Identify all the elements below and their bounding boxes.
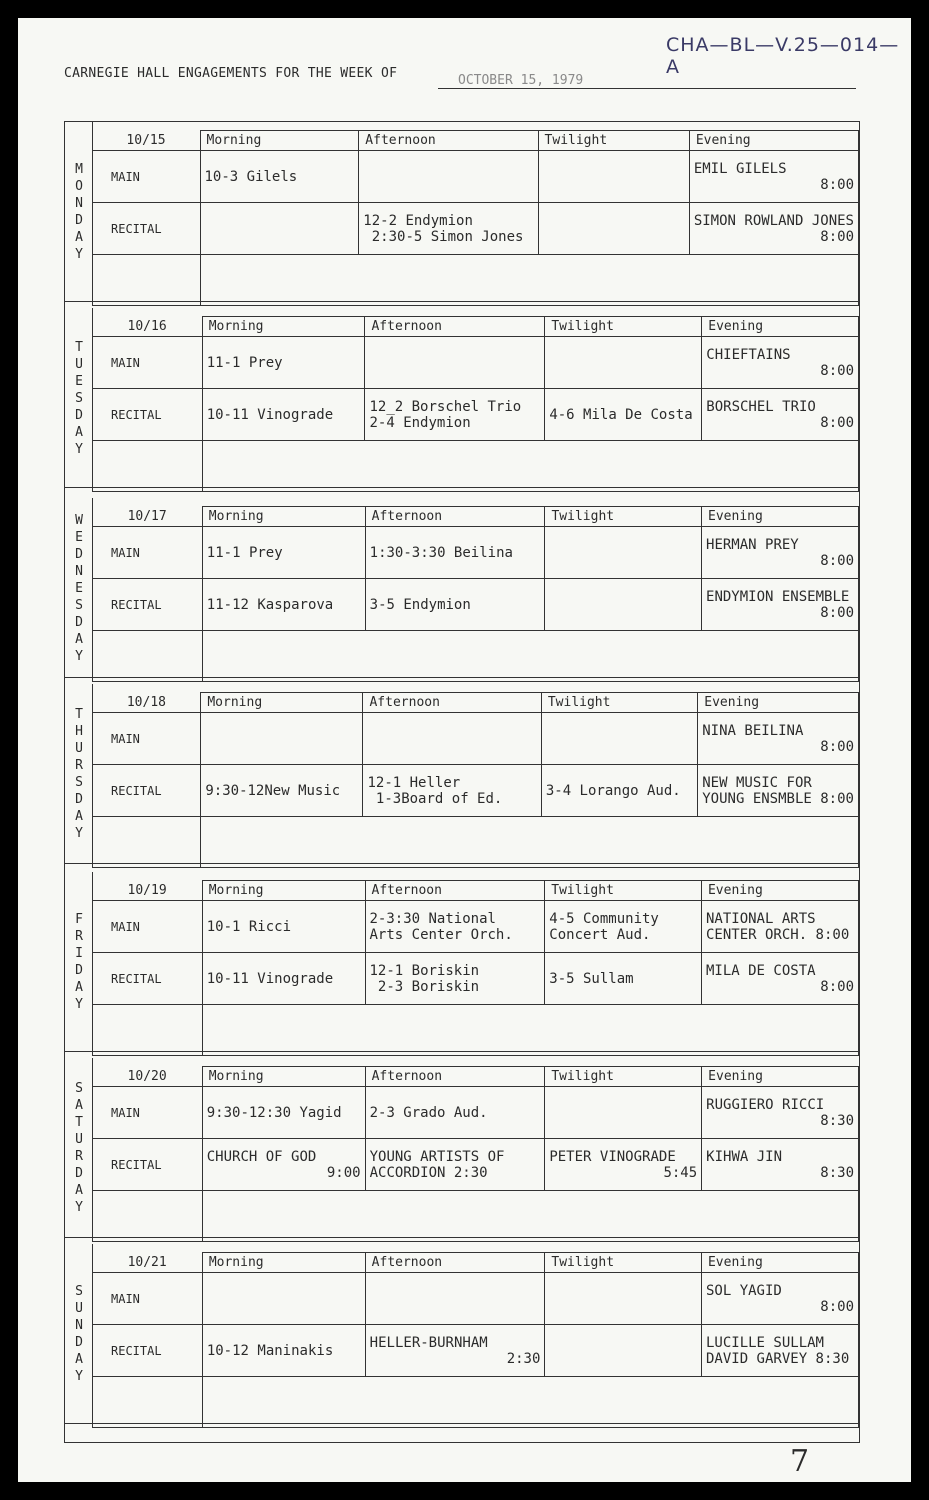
row-label-main: MAIN bbox=[93, 151, 201, 203]
day-letter: A bbox=[75, 230, 83, 245]
blank-notes bbox=[202, 1005, 858, 1056]
entry-time: 2:30 bbox=[506, 1350, 541, 1367]
entry-text: 10-11 Vinograde bbox=[206, 406, 334, 423]
entry-text: CHURCH OF GOD bbox=[206, 1148, 317, 1165]
day-letter: M bbox=[75, 162, 83, 177]
entry-text: 12-1 Heller 1-3Board of Ed. bbox=[367, 774, 503, 807]
blank-label bbox=[93, 1005, 203, 1056]
day-date bbox=[93, 1067, 203, 1087]
entry-text: 11-1 Prey bbox=[206, 544, 283, 561]
recital-afternoon bbox=[365, 1139, 545, 1191]
blank-label bbox=[93, 631, 203, 682]
recital-twilight bbox=[545, 1139, 702, 1191]
entry-text: 11-12 Kasparova bbox=[206, 596, 334, 613]
entry-text: 10/15 bbox=[126, 132, 166, 148]
day-letter: Y bbox=[75, 247, 83, 262]
recital-twilight bbox=[545, 579, 702, 631]
day-date bbox=[93, 507, 203, 527]
entry-text: EMIL GILELS bbox=[693, 160, 787, 177]
entry-text: 9:30-12New Music bbox=[205, 782, 341, 799]
main-twilight bbox=[538, 151, 689, 203]
day-letter: O bbox=[75, 179, 83, 194]
col-morning: Morning bbox=[202, 1253, 365, 1273]
recital-morning bbox=[202, 579, 365, 631]
entry-text: 1:30-3:30 Beilina bbox=[369, 544, 513, 561]
main-afternoon bbox=[365, 1087, 545, 1139]
col-morning: Morning bbox=[202, 1067, 365, 1087]
blank-notes bbox=[200, 255, 859, 306]
entry-time: 8:00 bbox=[820, 362, 854, 379]
blank-label bbox=[93, 441, 203, 492]
day-letter: S bbox=[75, 1081, 83, 1096]
entry-time: 8:00 bbox=[820, 738, 854, 755]
main-morning bbox=[202, 901, 365, 953]
recital-twilight bbox=[541, 765, 697, 817]
entry-text: YOUNG ARTISTS OF ACCORDION 2:30 bbox=[369, 1148, 505, 1181]
blank-notes bbox=[202, 1191, 858, 1242]
col-evening: Evening bbox=[702, 1067, 859, 1087]
day-letter: U bbox=[75, 356, 83, 372]
entry-text: 12_2 Borschel Trio 2-4 Endymion bbox=[369, 398, 522, 431]
day-letters bbox=[67, 1080, 91, 1216]
day-grid bbox=[92, 506, 859, 682]
day-letter: E bbox=[75, 373, 83, 389]
main-afternoon bbox=[363, 713, 541, 765]
recital-afternoon bbox=[365, 1325, 545, 1377]
day-letters bbox=[67, 1283, 91, 1385]
entry-text: SOL YAGID bbox=[705, 1282, 782, 1299]
day-block-thursday bbox=[65, 684, 859, 864]
entry-text: RUGGIERO RICCI bbox=[706, 1096, 825, 1113]
day-letter: Y bbox=[75, 441, 83, 457]
entry-text: HERMAN PREY bbox=[706, 536, 799, 553]
entry-time: 5:45 bbox=[663, 1164, 698, 1181]
day-letter: H bbox=[75, 724, 83, 739]
day-letter: N bbox=[75, 1318, 83, 1333]
day-letter: U bbox=[75, 741, 83, 756]
day-letter: Y bbox=[75, 1200, 83, 1215]
day-letter: S bbox=[75, 775, 83, 790]
col-evening: Evening bbox=[689, 131, 858, 151]
entry-time: 8:00 bbox=[820, 414, 854, 431]
entry-text: 9:30-12:30 Yagid bbox=[206, 1104, 342, 1121]
entry-text: SIMON ROWLAND JONES bbox=[693, 212, 854, 229]
entry-text: HELLER-BURNHAM bbox=[369, 1334, 488, 1351]
day-letter: A bbox=[75, 424, 83, 440]
day-grid bbox=[92, 880, 859, 1056]
entry-time: 9:00 bbox=[326, 1164, 361, 1181]
col-afternoon: Afternoon bbox=[365, 317, 545, 337]
entry-text: 10-1 Ricci bbox=[206, 918, 292, 935]
day-letter: T bbox=[75, 707, 83, 722]
main-afternoon bbox=[359, 151, 538, 203]
day-letter: Y bbox=[75, 1369, 83, 1384]
entry-time: 8:30 bbox=[820, 1112, 854, 1129]
day-letter: U bbox=[75, 1301, 83, 1316]
day-grid bbox=[92, 316, 859, 492]
recital-morning bbox=[202, 1139, 365, 1191]
row-label-recital: RECITAL bbox=[93, 203, 201, 255]
recital-afternoon bbox=[365, 389, 545, 441]
week-date: OCTOBER 15, 1979 bbox=[458, 73, 584, 88]
blank-label bbox=[93, 817, 201, 868]
entry-text: NEW MUSIC FOR YOUNG ENSMBLE 8:00 bbox=[702, 774, 854, 807]
col-twilight: Twilight bbox=[541, 693, 697, 713]
col-morning: Morning bbox=[202, 881, 365, 901]
entry-text: 2-3 Grado Aud. bbox=[369, 1104, 488, 1121]
day-letter: R bbox=[75, 929, 83, 944]
row-label-main: MAIN bbox=[93, 337, 203, 389]
day-letter: D bbox=[75, 407, 83, 423]
day-date bbox=[93, 317, 203, 337]
day-grid bbox=[92, 1066, 859, 1242]
day-letter: D bbox=[75, 213, 83, 228]
day-letter: T bbox=[75, 1115, 83, 1130]
day-date bbox=[93, 131, 201, 151]
entry-text: KIHWA JIN bbox=[706, 1148, 783, 1165]
col-twilight: Twilight bbox=[545, 317, 702, 337]
day-letter: A bbox=[75, 980, 83, 995]
blank-label bbox=[93, 1191, 203, 1242]
recital-morning bbox=[202, 1325, 365, 1377]
col-afternoon: Afternoon bbox=[359, 131, 538, 151]
main-morning bbox=[202, 1273, 365, 1325]
day-letter: N bbox=[75, 196, 83, 211]
entry-text: 2-3:30 National Arts Center Orch. bbox=[369, 910, 513, 943]
week-date-underline bbox=[438, 88, 856, 89]
col-twilight: Twilight bbox=[545, 507, 702, 527]
page-number: 7 bbox=[790, 1444, 810, 1479]
col-morning: Morning bbox=[202, 507, 365, 527]
col-evening: Evening bbox=[698, 693, 859, 713]
day-date bbox=[93, 1253, 203, 1273]
entry-text: PETER VINOGRADE bbox=[549, 1148, 676, 1165]
main-twilight bbox=[541, 713, 697, 765]
entry-text: 3-5 Endymion bbox=[369, 596, 471, 613]
entry-text: 12-1 Boriskin 2-3 Boriskin bbox=[369, 962, 480, 995]
day-letter: N bbox=[75, 563, 83, 579]
main-evening bbox=[698, 713, 859, 765]
entry-text: 10/17 bbox=[127, 508, 167, 524]
day-letter: D bbox=[75, 1335, 83, 1350]
col-twilight: Twilight bbox=[545, 1067, 702, 1087]
recital-twilight bbox=[545, 953, 702, 1005]
entry-text: 10/16 bbox=[127, 318, 167, 334]
col-afternoon: Afternoon bbox=[365, 507, 545, 527]
col-morning: Morning bbox=[201, 693, 363, 713]
day-letter: A bbox=[75, 631, 83, 647]
entry-time: 8:00 bbox=[820, 604, 854, 621]
recital-twilight bbox=[545, 1325, 702, 1377]
day-letter: I bbox=[75, 946, 83, 961]
main-evening bbox=[702, 1087, 859, 1139]
col-morning: Morning bbox=[202, 317, 365, 337]
day-letter: S bbox=[75, 597, 83, 613]
day-letter: W bbox=[75, 512, 83, 528]
main-twilight bbox=[545, 337, 702, 389]
entry-text: 3-4 Lorango Aud. bbox=[545, 782, 681, 799]
blank-notes bbox=[202, 1377, 858, 1428]
main-twilight bbox=[545, 527, 702, 579]
day-block-saturday bbox=[65, 1058, 859, 1238]
day-letter: U bbox=[75, 1132, 83, 1147]
day-letter: S bbox=[75, 390, 83, 406]
day-letter: Y bbox=[75, 997, 83, 1012]
day-block-tuesday bbox=[65, 308, 859, 488]
col-morning: Morning bbox=[200, 131, 359, 151]
col-evening: Evening bbox=[701, 881, 858, 901]
day-letter: Y bbox=[75, 648, 83, 664]
entry-text: 3-5 Sullam bbox=[549, 970, 634, 987]
day-letter: D bbox=[75, 963, 83, 978]
day-letter: E bbox=[75, 580, 83, 596]
recital-evening bbox=[702, 579, 859, 631]
col-afternoon: Afternoon bbox=[365, 1067, 545, 1087]
recital-evening bbox=[698, 765, 859, 817]
recital-afternoon bbox=[363, 765, 541, 817]
main-evening bbox=[702, 527, 859, 579]
recital-twilight bbox=[538, 203, 689, 255]
main-twilight bbox=[545, 1273, 702, 1325]
blank-notes bbox=[202, 441, 858, 492]
recital-morning bbox=[202, 953, 365, 1005]
entry-time: 8:00 bbox=[820, 228, 854, 245]
entry-text: 4-6 Mila De Costa bbox=[549, 406, 693, 423]
main-evening bbox=[701, 901, 858, 953]
entry-time: 8:30 bbox=[820, 1164, 854, 1181]
entry-time: 8:00 bbox=[820, 552, 854, 569]
recital-evening bbox=[702, 389, 859, 441]
day-letter: T bbox=[75, 339, 83, 355]
day-grid bbox=[92, 130, 859, 306]
day-letters bbox=[67, 911, 91, 1013]
entry-text: 10-12 Maninakis bbox=[206, 1342, 334, 1359]
main-evening bbox=[701, 1273, 858, 1325]
recital-morning bbox=[202, 389, 365, 441]
day-letter: A bbox=[75, 809, 83, 824]
col-twilight: Twilight bbox=[545, 881, 702, 901]
col-afternoon: Afternoon bbox=[365, 881, 545, 901]
day-letter: D bbox=[75, 614, 83, 630]
row-label-recital: RECITAL bbox=[93, 1139, 203, 1191]
main-evening bbox=[689, 151, 858, 203]
entry-text: 10/21 bbox=[127, 1254, 167, 1270]
day-letter: D bbox=[75, 1166, 83, 1181]
col-evening: Evening bbox=[701, 1253, 858, 1273]
col-afternoon: Afternoon bbox=[363, 693, 541, 713]
day-letter: F bbox=[75, 912, 83, 927]
main-afternoon bbox=[365, 901, 545, 953]
entry-text: 10/18 bbox=[126, 694, 166, 710]
document-reference: CHA—BL—V.25—014—A bbox=[666, 34, 900, 78]
recital-evening bbox=[689, 203, 858, 255]
schedule-sheet bbox=[64, 121, 860, 1443]
recital-evening bbox=[702, 1139, 859, 1191]
row-label-main: MAIN bbox=[93, 901, 203, 953]
entry-text: CHIEFTAINS bbox=[706, 346, 791, 363]
col-evening: Evening bbox=[702, 317, 859, 337]
row-label-main: MAIN bbox=[93, 1087, 203, 1139]
day-block-sunday bbox=[65, 1244, 859, 1424]
entry-time: 8:00 bbox=[820, 978, 854, 995]
main-morning bbox=[202, 337, 365, 389]
entry-time: 8:00 bbox=[820, 176, 854, 193]
entry-time: 8:00 bbox=[820, 1298, 854, 1315]
row-label-recital: RECITAL bbox=[93, 953, 203, 1005]
entry-text: 10-11 Vinograde bbox=[206, 970, 334, 987]
entry-text: ENDYMION ENSEMBLE bbox=[706, 588, 850, 605]
main-morning bbox=[202, 1087, 365, 1139]
day-letter: D bbox=[75, 546, 83, 562]
entry-text: 12-2 Endymion 2:30-5 Simon Jones bbox=[363, 212, 524, 245]
day-block-monday bbox=[65, 122, 859, 302]
blank-label bbox=[93, 1377, 203, 1428]
day-letters bbox=[67, 339, 91, 458]
day-grid bbox=[92, 1252, 859, 1428]
col-twilight: Twilight bbox=[545, 1253, 702, 1273]
entry-text: LUCILLE SULLAM DAVID GARVEY 8:30 bbox=[705, 1334, 850, 1367]
recital-afternoon bbox=[365, 953, 545, 1005]
main-afternoon bbox=[365, 1273, 545, 1325]
recital-evening bbox=[701, 1325, 858, 1377]
day-letters bbox=[67, 512, 91, 665]
entry-text: BORSCHEL TRIO bbox=[706, 398, 816, 415]
entry-text: NATIONAL ARTS CENTER ORCH. 8:00 bbox=[705, 910, 850, 943]
col-twilight: Twilight bbox=[538, 131, 689, 151]
recital-morning bbox=[200, 203, 359, 255]
entry-text: 4-5 Community Concert Aud. bbox=[549, 910, 659, 943]
page-heading: CARNEGIE HALL ENGAGEMENTS FOR THE WEEK OF bbox=[64, 66, 398, 81]
main-morning bbox=[202, 527, 365, 579]
day-letter: A bbox=[75, 1183, 83, 1198]
day-letters bbox=[67, 161, 91, 263]
recital-evening bbox=[701, 953, 858, 1005]
row-label-recital: RECITAL bbox=[93, 1325, 203, 1377]
row-label-main: MAIN bbox=[93, 1273, 203, 1325]
row-label-recital: RECITAL bbox=[93, 765, 201, 817]
main-twilight bbox=[545, 1087, 702, 1139]
recital-morning bbox=[201, 765, 363, 817]
day-letter: S bbox=[75, 1284, 83, 1299]
day-letter: A bbox=[75, 1352, 83, 1367]
recital-afternoon bbox=[365, 579, 545, 631]
main-twilight bbox=[545, 901, 702, 953]
row-label-recital: RECITAL bbox=[93, 579, 203, 631]
day-grid bbox=[92, 692, 859, 868]
recital-twilight bbox=[545, 389, 702, 441]
main-morning bbox=[200, 151, 359, 203]
entry-text: 10/19 bbox=[127, 882, 167, 898]
day-letters bbox=[67, 706, 91, 842]
main-evening bbox=[702, 337, 859, 389]
row-label-main: MAIN bbox=[93, 527, 203, 579]
entry-text: 10/20 bbox=[127, 1068, 167, 1084]
main-afternoon bbox=[365, 527, 545, 579]
day-letter: Y bbox=[75, 826, 83, 841]
day-date bbox=[93, 693, 201, 713]
day-letter: A bbox=[75, 1098, 83, 1113]
row-label-main: MAIN bbox=[93, 713, 201, 765]
entry-text: MILA DE COSTA bbox=[705, 962, 816, 979]
blank-notes bbox=[202, 631, 858, 682]
main-afternoon bbox=[365, 337, 545, 389]
day-letter: D bbox=[75, 792, 83, 807]
document-page bbox=[18, 18, 911, 1482]
entry-text: 11-1 Prey bbox=[206, 354, 283, 371]
day-block-wednesday bbox=[65, 498, 859, 678]
entry-text: 10-3 Gilels bbox=[204, 168, 298, 185]
blank-notes bbox=[201, 817, 859, 868]
day-date bbox=[93, 881, 203, 901]
blank-label bbox=[93, 255, 201, 306]
col-evening: Evening bbox=[702, 507, 859, 527]
day-letter: E bbox=[75, 529, 83, 545]
entry-text: NINA BEILINA bbox=[702, 722, 804, 739]
main-morning bbox=[201, 713, 363, 765]
day-letter: R bbox=[75, 758, 83, 773]
day-block-friday bbox=[65, 872, 859, 1052]
col-afternoon: Afternoon bbox=[365, 1253, 545, 1273]
day-letter: R bbox=[75, 1149, 83, 1164]
recital-afternoon bbox=[359, 203, 538, 255]
row-label-recital: RECITAL bbox=[93, 389, 203, 441]
